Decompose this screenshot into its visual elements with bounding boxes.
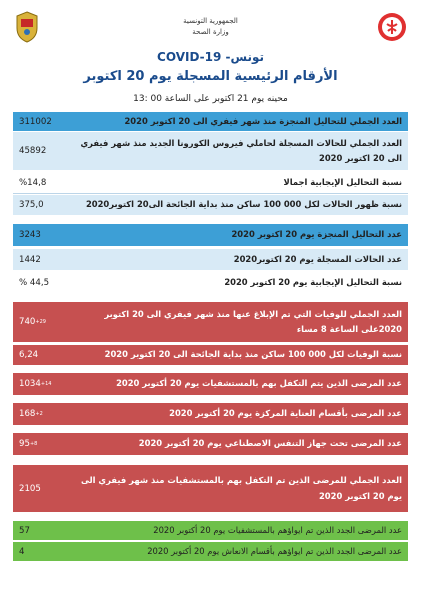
row-label: العدد الجملي للحالات المسجلة لحاملي فيروس الكورونا الجديد منذ شهر فيفري الى 20 اكتوبر 2020 — [80, 138, 402, 163]
ministry-label: وزارة الصحة — [192, 28, 229, 36]
row-new-admissions — [13, 521, 408, 540]
row-label: نسبة التحاليل الإيجابية يوم 20 اكتوبر 2020 — [224, 277, 402, 288]
row-value: 57 — [19, 525, 30, 536]
row-death-rate — [13, 345, 408, 365]
divider — [13, 193, 408, 194]
row-label: عدد المرضى الجدد الذين تم ايواؤهم بالمستشفيات يوم 20 أكتوبر 2020 — [153, 524, 402, 535]
tunisia-emblem-icon — [14, 10, 40, 44]
row-value: % 44,5 — [19, 278, 50, 288]
row-hospitalized — [13, 373, 408, 395]
row-label: عدد المرضى الذين يتم التكفل بهم بالمستشفيات يوم 20 أكتوبر 2020 — [116, 378, 402, 389]
row-value: 6,24 — [19, 350, 39, 360]
row-new-icu — [13, 542, 408, 561]
row-label: نسبة ظهور الحالات لكل 000 100 ساكن منذ بداية الجائحة الى20 اكتوبر2020 — [85, 199, 402, 210]
row-value: 740 +29 — [19, 317, 46, 327]
row-value: 168 +2 — [19, 409, 43, 419]
row-total-deaths — [13, 302, 408, 342]
row-value: 1442 — [19, 254, 41, 265]
row-label: عدد الحالات المسجلة يوم 20 اكتوبر2020 — [233, 253, 402, 264]
republic-label: الجمهورية التونسية — [183, 17, 238, 25]
row-value: %14,8 — [19, 177, 47, 188]
row-label: عدد التحاليل المنجزة يوم 20 اكتوبر 2020 — [231, 229, 402, 240]
row-label: العدد الجملي للوفيات التي تم الإبلاغ عنها منذ شهر فيفري الى 20 اكتوبر 2020على الساعة 8 مساء — [104, 308, 402, 334]
row-icu — [13, 403, 408, 425]
row-value: 375,0 — [19, 200, 44, 210]
row-value: 3243 — [19, 230, 41, 240]
row-label: نسبة الوفيات لكل 000 100 ساكن منذ بداية الجائحة الى 20 اكتوبر 2020 — [104, 349, 402, 360]
update-time: محينه يوم 21 اكتوبر على الساعة 00 :13 — [133, 94, 288, 104]
row-total-cases — [13, 132, 408, 170]
page-subtitle: الأرقام الرئيسية المسجلة يوم 20 اكتوبر — [83, 69, 338, 84]
row-incidence — [13, 195, 408, 215]
row-label: عدد المرضى تحت جهاز التنفس الاصطناعي يوم 20 أكتوبر 2020 — [138, 438, 402, 449]
row-value: 95 +8 — [19, 439, 38, 449]
row-label: نسبة التحاليل الإيجابية اجمالا — [283, 176, 402, 187]
row-value: 1034 +14 — [19, 379, 52, 389]
row-total-tests — [13, 112, 408, 131]
row-label: العدد الجملي للتحاليل المنجزة منذ شهر فيفري الى 20 اكتوبر 2020 — [124, 115, 402, 126]
row-label: العدد الجملي للمرضى الذين تم التكفل بهم بالمستشفيات منذ شهر فيفري الى يوم 20 اكتوبر 2020 — [81, 474, 402, 501]
row-ventilator — [13, 433, 408, 455]
row-value: 45892 — [19, 146, 47, 156]
row-label: عدد المرضى الجدد الذين تم ايواؤهم بأقسام الانعاش يوم 20 أكتوبر 2020 — [147, 545, 402, 556]
row-value: 4 — [19, 546, 25, 557]
row-value: 311002 — [19, 116, 52, 127]
row-label: عدد المرضى بأقسام العناية المركزة يوم 20 أكتوبر 2020 — [169, 408, 402, 419]
row-daily-positivity — [13, 273, 408, 293]
row-daily-tests — [13, 224, 408, 246]
row-value: 2105 — [19, 483, 41, 494]
row-total-hospitalized — [13, 465, 408, 512]
row-daily-cases — [13, 249, 408, 270]
page-title: COVID-19 -تونس — [157, 50, 264, 64]
row-positivity-total — [13, 173, 408, 192]
